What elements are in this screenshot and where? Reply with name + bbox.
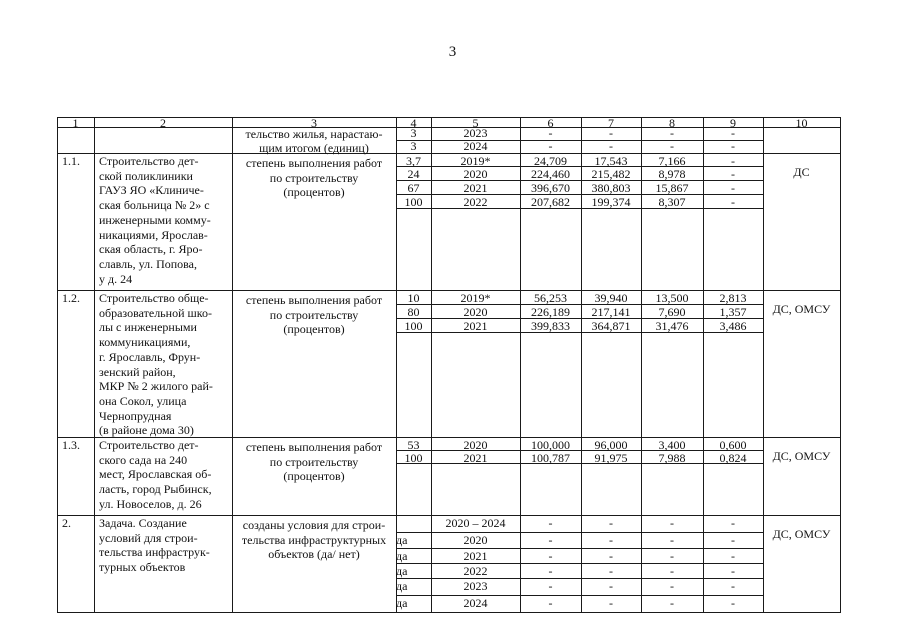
table-cell: 96,000 — [594, 438, 628, 452]
item-name-line: Чернопрудная — [99, 408, 172, 423]
table-cell: 2021 — [463, 181, 488, 195]
table-cell: 100 — [404, 451, 423, 465]
table-cell: 24 — [407, 167, 420, 181]
table-cell: 2020 — [463, 438, 488, 452]
table-cell: - — [731, 564, 735, 578]
column-header: 9 — [730, 116, 736, 130]
item-number: 1.3. — [62, 438, 80, 452]
table-cell: 226,189 — [531, 305, 570, 319]
item-name-line: она Сокол, улица — [99, 393, 187, 408]
table-cell: 364,871 — [591, 319, 631, 333]
table-cell: 2021 — [463, 319, 488, 333]
table-cell: 215,482 — [591, 167, 631, 181]
table-cell: - — [548, 533, 553, 547]
table-cell: да — [396, 564, 408, 578]
item-number: 1.2. — [62, 291, 80, 305]
item-name-line: ул. Новоселов, д. 26 — [99, 496, 202, 511]
item-name-line: Задача. Создание — [99, 516, 187, 530]
indicator-text: (процентов) — [283, 185, 345, 199]
table-cell: - — [670, 549, 674, 563]
table-cell: 2020 — [463, 305, 488, 319]
table-cell: 8,307 — [658, 195, 686, 209]
item-number: 2. — [62, 516, 71, 530]
item-number: 1.1. — [62, 154, 80, 168]
table-cell: 7,690 — [658, 305, 686, 319]
table-cell: - — [670, 564, 674, 578]
table-cell: 1,357 — [719, 305, 747, 319]
table-cell: 100 — [404, 195, 423, 209]
table-cell: - — [609, 564, 613, 578]
table-cell: 3,486 — [719, 319, 747, 333]
table-cell: 100 — [404, 319, 423, 333]
funding-source: ДС, ОМСУ — [772, 449, 831, 463]
column-header: 4 — [410, 116, 417, 130]
table-cell: - — [670, 126, 674, 140]
table-cell: 7,166 — [658, 154, 686, 168]
table-cell: 2021 — [463, 549, 488, 563]
table-cell: 3 — [410, 139, 417, 153]
table-cell: - — [670, 596, 674, 610]
table-cell: 53 — [407, 438, 420, 452]
column-header: 3 — [311, 116, 317, 130]
item-name-line: коммуникациями, — [99, 335, 191, 350]
table-cell: - — [731, 579, 735, 593]
item-name-line: Строительство обще- — [99, 291, 209, 305]
item-name-line: (в районе дома 30) — [99, 423, 194, 438]
item-name-line: ГАУЗ ЯО «Клиниче- — [99, 183, 204, 198]
table-cell: - — [548, 516, 553, 530]
indicator-text: степень выполнения работ — [245, 293, 383, 307]
table-cell: 2022 — [463, 564, 488, 578]
table-cell: - — [731, 195, 735, 209]
table-cell: - — [548, 126, 553, 140]
table-cell: 17,543 — [594, 154, 628, 168]
table-cell: 2022 — [463, 195, 488, 209]
table-cell: да — [396, 533, 408, 547]
indicator-text: созданы условия для строи- — [242, 518, 386, 532]
item-name-line: условий для строи- — [99, 530, 198, 545]
table-cell: 10 — [407, 291, 420, 305]
table-cell: 2020 — [463, 533, 488, 547]
table-cell: - — [609, 516, 613, 530]
table-cell: - — [548, 596, 553, 610]
item-name-line: мест, Ярославская об- — [99, 467, 212, 482]
item-name-line: ская больница № 2» с — [99, 198, 210, 213]
table-cell: да — [396, 596, 408, 610]
table-cell: 2020 – 2024 — [445, 516, 506, 530]
item-name-line: у д. 24 — [99, 271, 133, 286]
table-cell: - — [548, 564, 553, 578]
table-cell: 91,975 — [594, 451, 628, 465]
funding-source: ДС, ОМСУ — [772, 527, 831, 541]
table-cell: - — [731, 139, 735, 153]
column-header: 10 — [795, 116, 808, 130]
table-cell: - — [731, 154, 735, 168]
table-cell: 15,867 — [655, 181, 689, 195]
item-name-line: Строительство дет- — [99, 438, 199, 452]
item-name-line: инженерными комму- — [99, 212, 211, 227]
table-rule — [840, 117, 841, 612]
table-cell: - — [670, 516, 674, 530]
table-cell: - — [548, 139, 553, 153]
item-name-line: лы с инженерными — [99, 320, 197, 335]
item-name-line: зенский район, — [99, 364, 176, 379]
table-cell: - — [670, 139, 674, 153]
table-cell: 2020 — [463, 167, 488, 181]
table-cell: 2,813 — [719, 291, 747, 305]
indicator-text: тельства инфраструктурных — [241, 532, 387, 547]
table-cell: 217,141 — [591, 305, 631, 319]
column-header: 5 — [472, 116, 479, 130]
table-cell: - — [548, 549, 553, 563]
funding-source: ДС — [793, 165, 810, 179]
indicator-text: (процентов) — [283, 469, 345, 483]
column-header: 2 — [160, 116, 166, 130]
page-number: 3 — [448, 44, 457, 60]
table-cell: 2023 — [463, 126, 488, 140]
table-cell: - — [670, 533, 674, 547]
table-rule — [57, 117, 58, 612]
table-cell: 31,476 — [655, 319, 689, 333]
item-name-line: ской поликлиники — [99, 168, 193, 183]
table-cell: да — [396, 579, 408, 593]
column-header: 1 — [72, 116, 79, 130]
table-cell: - — [548, 579, 553, 593]
table-cell: 2024 — [463, 139, 488, 153]
item-name-line: г. Ярославль, Фрун- — [99, 349, 201, 364]
table-cell: - — [609, 139, 613, 153]
indicator-text: щим итогом (единиц) — [259, 141, 369, 155]
indicator-text: по строительству — [269, 307, 359, 322]
indicator-text: (процентов) — [283, 322, 345, 336]
table-cell: 24,709 — [534, 154, 567, 168]
column-header: 8 — [669, 116, 675, 130]
table-cell: 3 — [410, 126, 417, 140]
table-cell: - — [731, 167, 735, 181]
item-name-line: тельства инфраструк- — [99, 545, 210, 560]
table-cell: 199,374 — [591, 195, 631, 209]
table-cell: - — [609, 126, 613, 140]
item-name-line: образовательной шко- — [99, 305, 212, 320]
table-cell: 2023 — [463, 579, 488, 593]
table-cell: 39,940 — [594, 291, 628, 305]
table-cell: 13,500 — [655, 291, 689, 305]
table-rule — [57, 612, 841, 613]
table-cell: 396,670 — [531, 181, 570, 195]
table-cell: 224,460 — [531, 167, 570, 181]
indicator-text: по строительству — [269, 454, 359, 469]
table-cell: - — [731, 181, 735, 195]
indicator-text: тельство жилья, нарастаю- — [245, 127, 383, 141]
table-cell: 100,000 — [531, 438, 570, 452]
table-cell: 100,787 — [531, 451, 570, 465]
item-name-line: ского сада на 240 — [99, 452, 188, 467]
column-header: 7 — [608, 116, 614, 130]
table-cell: 0,824 — [719, 451, 747, 465]
table-cell: 2019* — [460, 291, 491, 305]
table-cell: - — [609, 549, 613, 563]
table-cell: - — [731, 126, 735, 140]
indicator-text: степень выполнения работ — [245, 156, 383, 170]
table-cell: - — [609, 596, 613, 610]
indicator-text: по строительству — [269, 170, 359, 185]
table-cell: 67 — [407, 181, 420, 195]
item-name-line: ласть, город Рыбинск, — [99, 482, 212, 497]
table-cell: - — [609, 579, 613, 593]
table-cell: да — [396, 549, 408, 563]
table-cell: - — [731, 596, 735, 610]
table-cell: 8,978 — [658, 167, 686, 181]
table-cell: 2021 — [463, 451, 488, 465]
table-cell: - — [670, 579, 674, 593]
item-name-line: славль, ул. Попова, — [99, 256, 197, 271]
table-cell: - — [731, 516, 735, 530]
table-cell: 2019* — [460, 154, 491, 168]
item-name-line: МКР № 2 жилого рай- — [99, 379, 213, 394]
table-cell: - — [609, 533, 613, 547]
item-name-line: Строительство дет- — [99, 154, 199, 168]
table-cell: - — [731, 549, 735, 563]
table-cell: 7,988 — [658, 451, 686, 465]
table-cell: 3,400 — [658, 438, 686, 452]
table-cell: 380,803 — [591, 181, 631, 195]
table-cell: 399,833 — [531, 319, 570, 333]
column-header: 6 — [547, 116, 554, 130]
item-name-line: турных объектов — [99, 560, 186, 575]
table-cell: 2024 — [463, 596, 488, 610]
funding-source: ДС, ОМСУ — [772, 302, 831, 316]
table-cell: 207,682 — [531, 195, 570, 209]
item-name-line: никациями, Ярослав- — [99, 227, 208, 242]
table-cell: - — [731, 533, 735, 547]
item-name-line: ская область, г. Яро- — [99, 242, 203, 257]
indicator-text: объектов (да/ нет) — [268, 547, 360, 561]
table-cell: 3,7 — [406, 154, 421, 168]
table-cell: 56,253 — [534, 291, 567, 305]
table-cell: 0,600 — [719, 438, 747, 452]
indicator-text: степень выполнения работ — [245, 440, 383, 454]
table-cell: 80 — [407, 305, 420, 319]
table-rule — [94, 117, 95, 612]
